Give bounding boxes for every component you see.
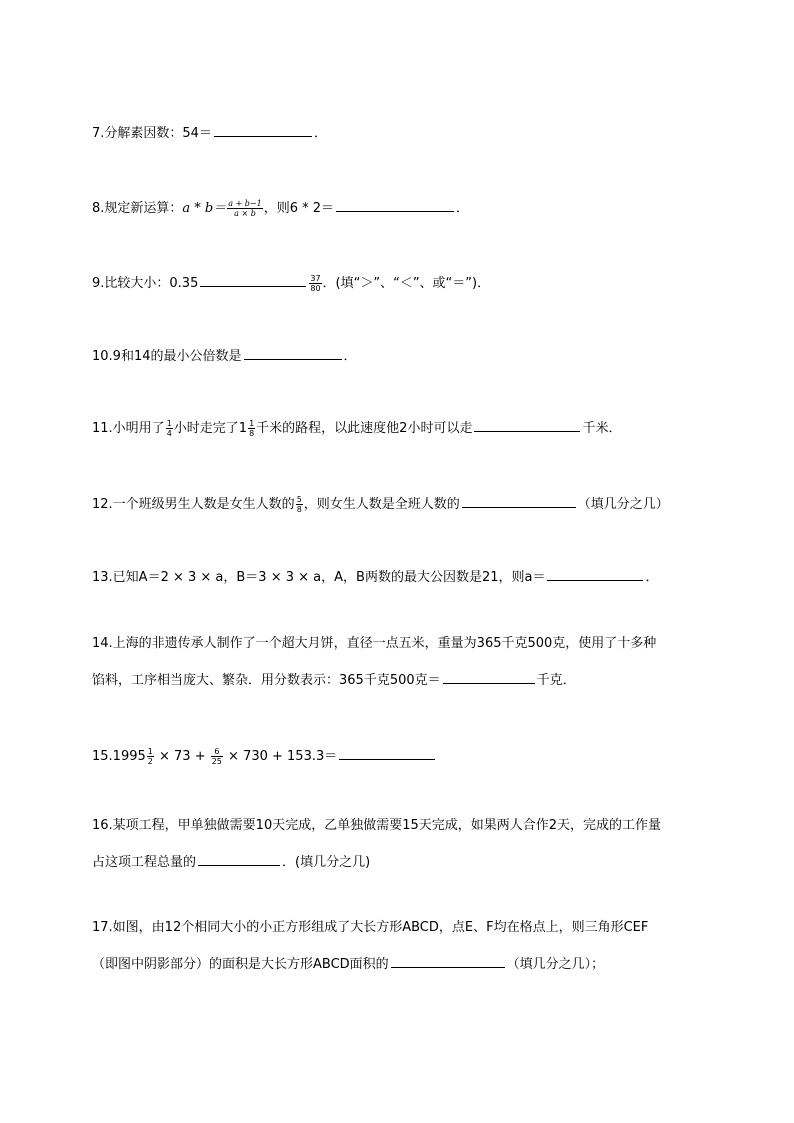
question-14-line-1: 14.上海的非遗传承人制作了一个超大月饼，直径一点五米，重量为365千克500克，使用了十多种	[92, 636, 657, 651]
question-10-end: ．	[343, 349, 357, 364]
answer-blank-7[interactable]	[214, 121, 312, 137]
answer-blank-14[interactable]	[443, 668, 535, 684]
question-11	[92, 416, 621, 439]
question-13	[92, 565, 658, 588]
question-12-mid: ，则女生人数是全班人数的	[303, 497, 460, 512]
answer-blank-8[interactable]	[336, 196, 454, 212]
question-17-end: （填几分之几）；	[506, 957, 605, 972]
question-15-mid1: × 73 +	[154, 749, 210, 764]
fraction-denominator: a × b	[234, 209, 256, 218]
question-10-text: 10.9和14的最小公倍数是	[92, 349, 242, 364]
fraction-denominator: 25	[211, 757, 222, 766]
question-14	[92, 634, 656, 691]
fraction-denominator: 2	[147, 757, 153, 766]
question-12-pre: 12.一个班级男生人数是女生人数的	[92, 497, 295, 512]
fraction-numerator: 1	[147, 747, 153, 756]
answer-blank-15[interactable]	[339, 744, 435, 760]
question-15-mid2: × 730 + 153.3＝	[223, 749, 338, 764]
answer-blank-12[interactable]	[462, 492, 576, 508]
question-9-pre: 9.比较大小：0.35	[92, 276, 199, 291]
question-14-end: 千克．	[536, 673, 576, 688]
fraction-numerator: 1	[249, 419, 255, 428]
question-13-end: ．	[645, 570, 659, 585]
fraction-denominator: 8	[296, 505, 302, 514]
answer-blank-17[interactable]	[391, 952, 505, 968]
question-15-pre: 15.1995	[92, 749, 146, 764]
question-16	[92, 816, 661, 873]
fraction-numerator: 37	[310, 274, 321, 283]
fraction-denominator: 4	[166, 429, 172, 438]
question-8-pre: 8.规定新运算：	[92, 201, 183, 216]
question-11-mid2: 千米的路程，以此速度他2小时可以走	[256, 421, 473, 436]
question-7-end: ．	[313, 126, 327, 141]
fraction-denominator: 80	[310, 284, 321, 293]
question-14-line-2-row	[92, 668, 656, 691]
question-17	[92, 918, 648, 975]
question-8-end: ．	[456, 201, 470, 216]
answer-blank-13[interactable]	[547, 565, 643, 581]
question-16-end: ．(填几分之几)	[282, 855, 371, 870]
question-16-line-2-row	[92, 850, 661, 873]
question-12-fraction	[296, 495, 303, 514]
fraction-denominator: 8	[249, 429, 255, 438]
question-17-line-2-row	[92, 952, 648, 975]
fraction-numerator: 6	[211, 747, 223, 757]
question-7-text: 7.分解素因数：54＝	[92, 126, 212, 141]
question-8-mid: ，则6 * 2＝	[263, 201, 335, 216]
question-13-text: 13.已知A＝2 × 3 × a，B＝3 × 3 × a，A，B两数的最大公因数是21，则a＝	[92, 570, 546, 585]
question-15-fraction-2	[211, 747, 223, 766]
fraction-numerator: 1	[166, 419, 172, 428]
question-11-fraction-2	[248, 419, 255, 438]
question-17-line-2: （即图中阴影部分）的面积是大长方形ABCD面积的	[92, 957, 389, 972]
question-15	[92, 744, 437, 767]
question-7	[92, 121, 327, 144]
question-9-end: ．(填“＞”、“＜”、或“＝”)．	[322, 276, 491, 291]
question-8	[92, 196, 469, 219]
question-11-mid1: 小时走完了	[173, 421, 239, 436]
question-9-fraction	[309, 274, 321, 293]
question-10	[92, 344, 357, 367]
question-11-end: 千米．	[582, 421, 622, 436]
question-12-end: （填几分之几）	[577, 497, 669, 512]
question-11-pre: 11.小明用了	[92, 421, 165, 436]
question-17-line-1: 17.如图，由12个相同大小的小正方形组成了大长方形ABCD，点E、F均在格点上，则三角形CEF	[92, 920, 649, 935]
question-16-line-1: 16.某项工程，甲单独做需要10天完成，乙单独做需要15天完成，如果两人合作2天，完成的工作量	[92, 818, 662, 833]
answer-blank-10[interactable]	[244, 344, 342, 360]
question-12	[92, 492, 669, 515]
question-11-fraction-1	[166, 419, 173, 438]
question-8-expr: a * b＝	[182, 201, 227, 216]
answer-blank-11[interactable]	[474, 416, 580, 432]
question-15-fraction-1	[147, 747, 154, 766]
question-8-fraction	[227, 199, 262, 218]
fraction-numerator: a + b−1	[228, 199, 262, 208]
question-9	[92, 271, 490, 294]
question-16-line-2: 占这项工程总量的	[92, 855, 197, 870]
answer-blank-16[interactable]	[198, 850, 280, 866]
mixed-number-whole: 1	[238, 421, 248, 436]
fraction-numerator: 5	[296, 495, 302, 504]
question-14-line-2: 馅料，工序相当庞大、繁杂．用分数表示：365千克500克＝	[92, 673, 441, 688]
answer-blank-9[interactable]	[200, 271, 306, 287]
